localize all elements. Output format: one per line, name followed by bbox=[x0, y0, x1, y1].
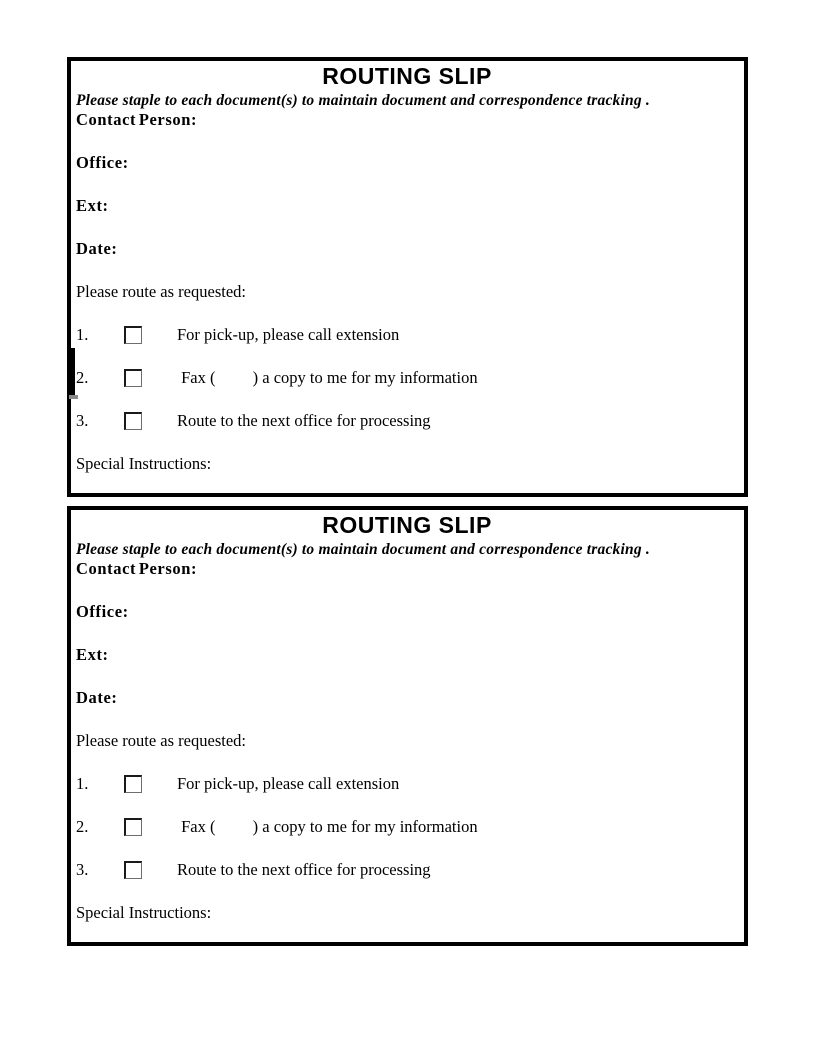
route-item-2 bbox=[76, 818, 738, 836]
item-number: 2. bbox=[76, 817, 89, 836]
field-office: Office: bbox=[76, 602, 129, 621]
item-label: Route to the next office for processing bbox=[177, 860, 431, 879]
checkbox-fax[interactable] bbox=[124, 369, 142, 387]
field-ext: Ext: bbox=[76, 196, 109, 215]
checkbox-fax[interactable] bbox=[124, 818, 142, 836]
item-number: 1. bbox=[76, 774, 89, 793]
item-number: 3. bbox=[76, 860, 89, 879]
slip-title: ROUTING SLIP bbox=[322, 512, 492, 538]
route-prompt: Please route as requested: bbox=[76, 282, 246, 301]
field-date: Date: bbox=[76, 239, 118, 258]
route-item-1 bbox=[76, 775, 738, 793]
item-label: Fax ( ) a copy to me for my information bbox=[177, 368, 478, 387]
checkbox-route-next[interactable] bbox=[124, 861, 142, 879]
route-prompt: Please route as requested: bbox=[76, 731, 246, 750]
field-date: Date: bbox=[76, 688, 118, 707]
item-number: 1. bbox=[76, 325, 89, 344]
route-item-3 bbox=[76, 412, 738, 430]
checkbox-pickup[interactable] bbox=[124, 775, 142, 793]
slip-title: ROUTING SLIP bbox=[322, 63, 492, 89]
special-instructions-label: Special Instructions: bbox=[76, 903, 212, 922]
special-instructions-label: Special Instructions: bbox=[76, 454, 212, 473]
checkbox-pickup[interactable] bbox=[124, 326, 142, 344]
slip-subtitle: Please staple to each document(s) to maintain document and correspondence tracking . bbox=[76, 92, 650, 109]
routing-slip-box-2 bbox=[67, 506, 748, 946]
slip-subtitle: Please staple to each document(s) to maintain document and correspondence tracking . bbox=[76, 541, 650, 558]
item-number: 2. bbox=[76, 368, 89, 387]
route-item-2 bbox=[76, 369, 738, 387]
field-contact-person: Contact Person: bbox=[76, 110, 198, 129]
route-item-3 bbox=[76, 861, 738, 879]
field-ext: Ext: bbox=[76, 645, 109, 664]
text-cursor-artifact bbox=[68, 348, 75, 395]
item-label: Fax ( ) a copy to me for my information bbox=[177, 817, 478, 836]
item-number: 3. bbox=[76, 411, 89, 430]
routing-slip-box-1 bbox=[67, 57, 748, 497]
field-contact-person: Contact Person: bbox=[76, 559, 198, 578]
item-label: For pick-up, please call extension bbox=[177, 774, 400, 793]
field-office: Office: bbox=[76, 153, 129, 172]
route-item-1 bbox=[76, 326, 738, 344]
item-label: Route to the next office for processing bbox=[177, 411, 431, 430]
item-label: For pick-up, please call extension bbox=[177, 325, 400, 344]
checkbox-route-next[interactable] bbox=[124, 412, 142, 430]
